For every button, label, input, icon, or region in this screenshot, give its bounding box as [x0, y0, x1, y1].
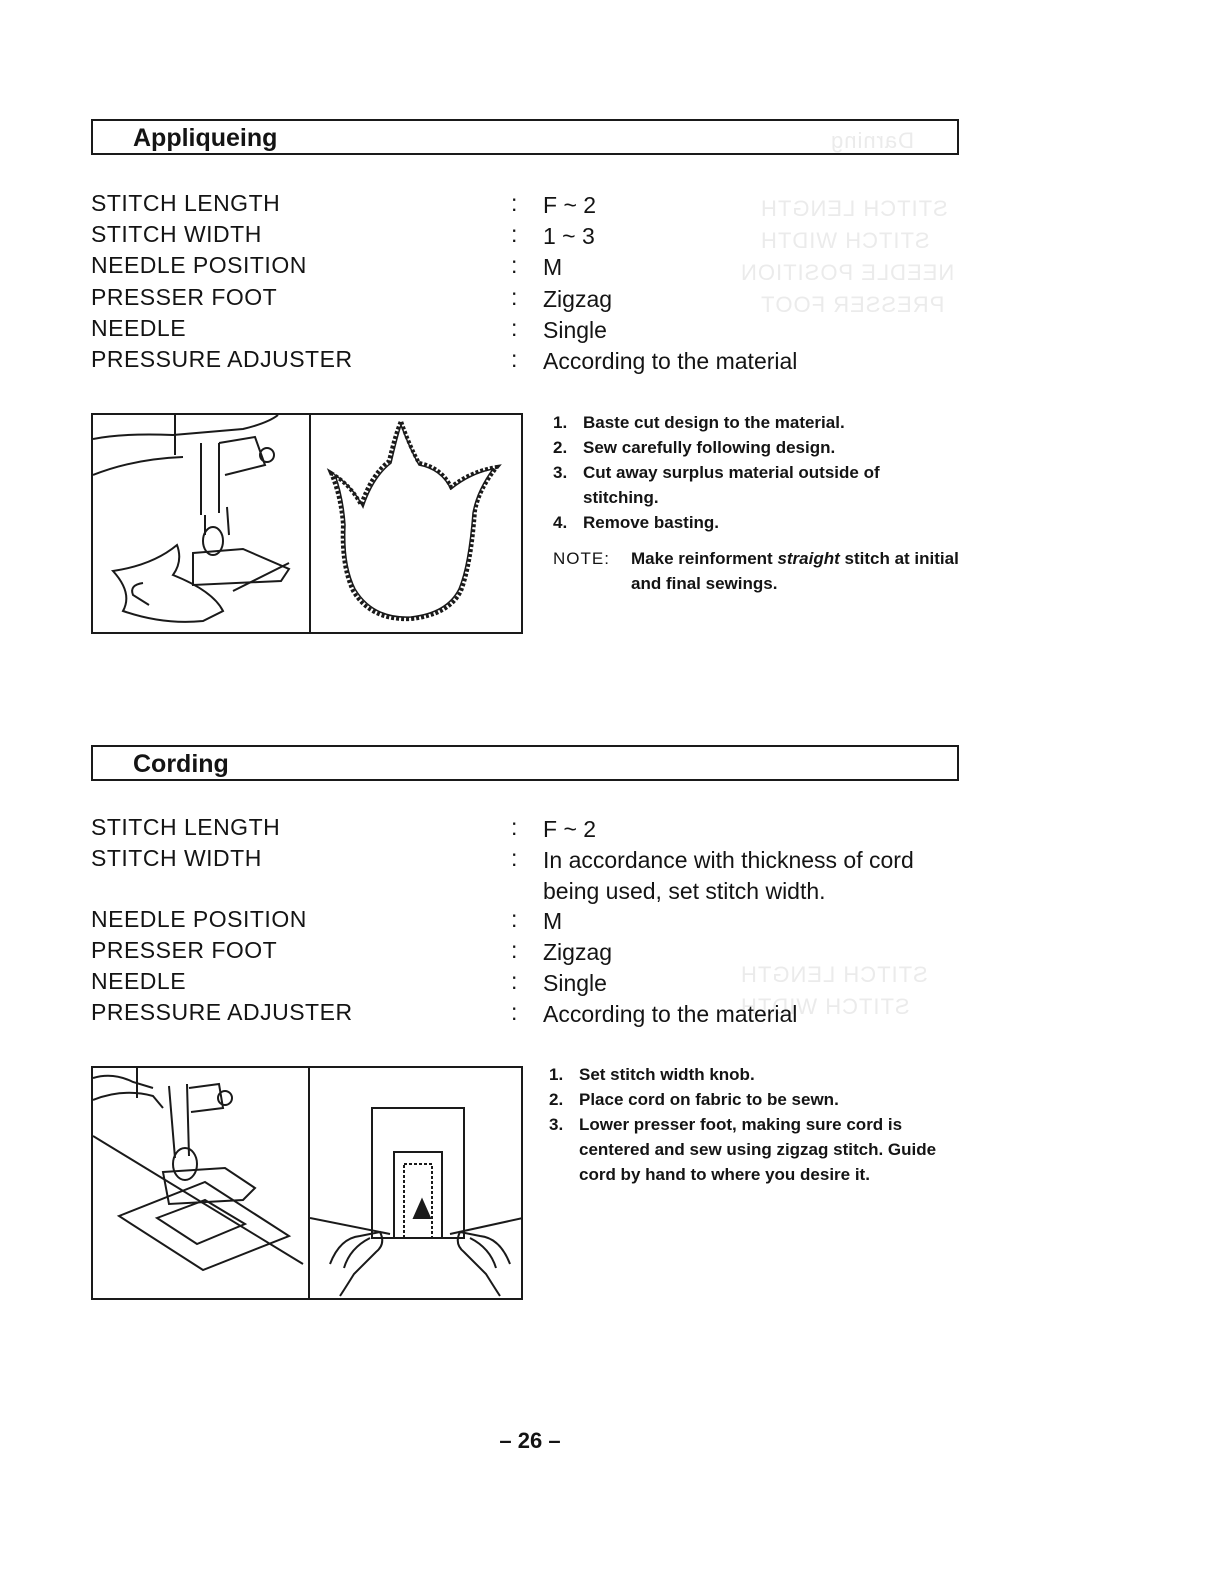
spec-label: STITCH LENGTH: [91, 190, 281, 216]
appliqueing-steps: [553, 410, 958, 535]
spec-value: In accordance with thickness of cord being used, set stitch width.: [543, 847, 914, 904]
spec-label: PRESSURE ADJUSTER: [91, 346, 353, 372]
spec-label: PRESSER FOOT: [91, 937, 278, 963]
list-item: [553, 460, 958, 510]
note-text: Make reinforment straight stitch at initial and final sewings.: [631, 549, 959, 593]
appliqueing-section-header: [91, 119, 959, 155]
cording-figure: [91, 1066, 523, 1300]
spec-row: [91, 814, 971, 845]
step-text: Set stitch width knob.: [579, 1065, 755, 1084]
show-through-text: Darning: [830, 128, 915, 153]
cording-stitch-illustration: [310, 1068, 523, 1298]
step-text: Sew carefully following design.: [583, 438, 836, 457]
spec-label: NEEDLE: [91, 315, 187, 341]
appliqueing-figure: [91, 413, 523, 634]
spec-value: Single: [543, 970, 607, 996]
spec-row: [91, 937, 971, 968]
spec-row: [91, 346, 971, 377]
spec-value: F ~ 2: [543, 816, 597, 842]
appliqueing-title: Appliqueing: [133, 124, 278, 152]
spec-separator: :: [511, 968, 518, 994]
step-number: 4.: [553, 513, 568, 532]
spec-row: [91, 221, 971, 252]
spec-row: [91, 284, 971, 315]
spec-value: Single: [543, 317, 607, 343]
show-through-text: PRESSER FOOT: [760, 292, 945, 317]
note-label: NOTE:: [553, 549, 610, 568]
spec-separator: :: [511, 999, 518, 1025]
spec-label: STITCH WIDTH: [91, 845, 262, 871]
show-through-text: NEEDLE POSITION: [740, 260, 955, 285]
spec-separator: :: [511, 221, 518, 247]
step-number: 2.: [549, 1090, 564, 1109]
step-number: 2.: [553, 438, 568, 457]
cording-steps: [549, 1062, 957, 1187]
presser-foot-illustration: [93, 415, 307, 632]
spec-separator: :: [511, 252, 518, 278]
spec-label: NEEDLE POSITION: [91, 906, 307, 932]
show-through-text: STITCH WIDTH: [740, 994, 910, 1019]
list-item: [553, 410, 958, 435]
spec-row: [91, 999, 971, 1030]
spec-label: STITCH LENGTH: [91, 814, 281, 840]
spec-label: STITCH WIDTH: [91, 221, 262, 247]
cording-foot-illustration: [93, 1068, 306, 1298]
step-number: 3.: [549, 1115, 564, 1134]
spec-value: According to the material: [543, 1001, 798, 1027]
spec-row: [91, 906, 971, 937]
spec-separator: :: [511, 845, 518, 871]
note-emphasis: straight: [777, 549, 840, 568]
spec-row: [91, 315, 971, 346]
spec-value: M: [543, 908, 563, 934]
step-text: Cut away surplus material outside of stitching.: [583, 463, 880, 507]
step-number: 1.: [549, 1065, 564, 1084]
spec-value: F ~ 2: [543, 192, 597, 218]
appliqueing-note: [553, 546, 963, 598]
step-text: Lower presser foot, making sure cord is centered and sew using zigzag stitch. Guide cord by hand to where you desire it.: [579, 1115, 937, 1184]
spec-value: Zigzag: [543, 286, 613, 312]
spec-value: Zigzag: [543, 939, 613, 965]
list-item: [553, 510, 958, 535]
spec-separator: :: [511, 315, 518, 341]
spec-label: PRESSURE ADJUSTER: [91, 999, 353, 1025]
spec-label: NEEDLE: [91, 968, 187, 994]
step-number: 1.: [553, 413, 568, 432]
step-text: Remove basting.: [583, 513, 720, 532]
spec-row: [91, 845, 971, 907]
step-text: Place cord on fabric to be sewn.: [579, 1090, 839, 1109]
show-through-text: STITCH LENGTH: [740, 962, 928, 987]
spec-separator: :: [511, 284, 518, 310]
spec-separator: :: [511, 814, 518, 840]
spec-separator: :: [511, 906, 518, 932]
cording-title: Cording: [133, 750, 229, 778]
list-item: [549, 1062, 957, 1087]
page-number: – 26 –: [499, 1428, 561, 1453]
list-item: [549, 1087, 957, 1112]
step-number: 3.: [553, 463, 568, 482]
list-item: [549, 1112, 957, 1187]
spec-label: PRESSER FOOT: [91, 284, 278, 310]
spec-row: [91, 190, 971, 221]
spec-value: M: [543, 254, 563, 280]
spec-row: [91, 252, 971, 283]
spec-label: NEEDLE POSITION: [91, 252, 307, 278]
step-text: Baste cut design to the material.: [583, 413, 845, 432]
spec-separator: :: [511, 937, 518, 963]
spec-value: 1 ~ 3: [543, 223, 595, 249]
spec-separator: :: [511, 346, 518, 372]
tulip-design-illustration: [311, 415, 523, 632]
spec-separator: :: [511, 190, 518, 216]
cording-section-header: [91, 745, 959, 781]
show-through-text: STITCH WIDTH: [760, 228, 930, 253]
spec-value: According to the material: [543, 348, 798, 374]
spec-row: [91, 968, 971, 999]
show-through-text: STITCH LENGTH: [760, 196, 948, 221]
list-item: [553, 435, 958, 460]
